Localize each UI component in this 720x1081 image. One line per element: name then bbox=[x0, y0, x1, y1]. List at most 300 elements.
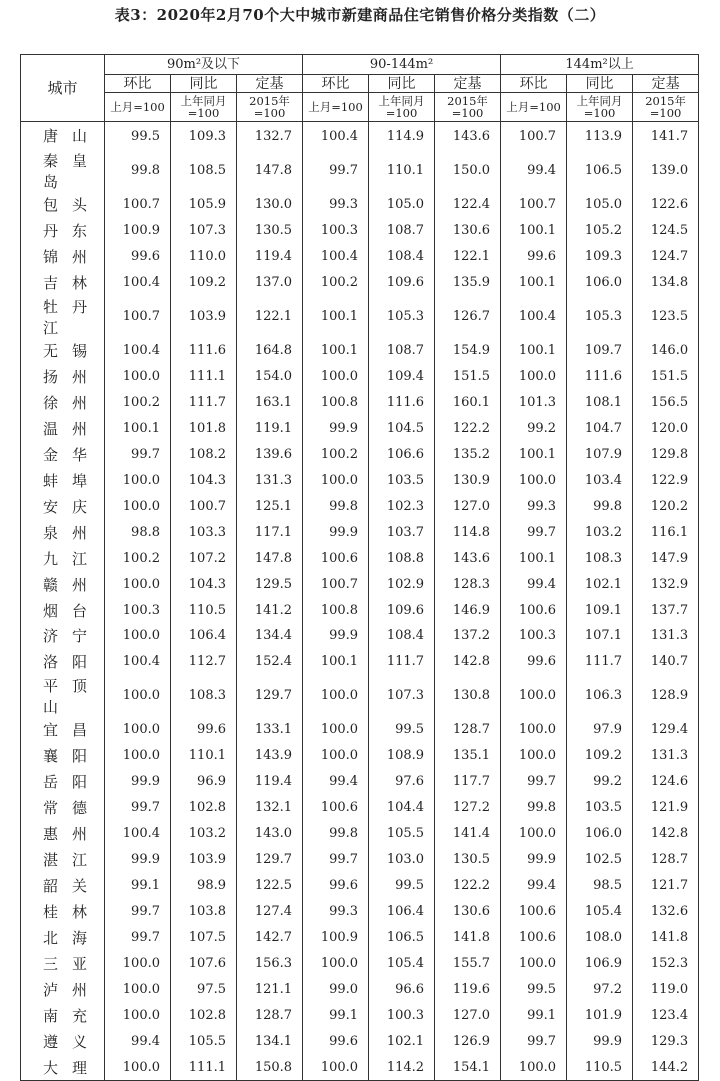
index-value-cell: 99.7 bbox=[501, 1028, 567, 1054]
index-value-cell: 100.6 bbox=[501, 924, 567, 950]
base-header-2015: 2015年=100 bbox=[237, 93, 303, 122]
index-value-cell: 99.8 bbox=[501, 795, 567, 821]
index-value-cell: 129.7 bbox=[237, 847, 303, 873]
index-value-cell: 99.6 bbox=[501, 649, 567, 675]
index-value-cell: 102.3 bbox=[369, 493, 435, 519]
index-value-cell: 130.6 bbox=[435, 898, 501, 924]
index-value-cell: 110.5 bbox=[171, 597, 237, 623]
index-value-cell: 105.2 bbox=[567, 218, 633, 244]
index-value-cell: 100.0 bbox=[501, 364, 567, 390]
sub-header-mom: 环比 bbox=[105, 75, 171, 93]
index-value-cell: 102.1 bbox=[369, 1028, 435, 1054]
index-value-cell: 100.7 bbox=[105, 192, 171, 218]
index-value-cell: 99.4 bbox=[105, 1028, 171, 1054]
index-value-cell: 100.6 bbox=[501, 597, 567, 623]
city-name-cell: 安庆 bbox=[21, 493, 105, 519]
index-value-cell: 132.6 bbox=[633, 898, 699, 924]
city-name-cell: 温州 bbox=[21, 416, 105, 442]
index-value-cell: 99.9 bbox=[303, 416, 369, 442]
table-row bbox=[21, 769, 699, 795]
index-value-cell: 122.1 bbox=[237, 296, 303, 338]
index-value-cell: 100.1 bbox=[501, 338, 567, 364]
index-value-cell: 131.3 bbox=[633, 743, 699, 769]
table-row bbox=[21, 244, 699, 270]
city-name-cell: 洛阳 bbox=[21, 649, 105, 675]
index-value-cell: 108.0 bbox=[567, 924, 633, 950]
index-value-cell: 106.4 bbox=[369, 898, 435, 924]
index-value-cell: 96.6 bbox=[369, 976, 435, 1002]
city-name-cell: 扬州 bbox=[21, 364, 105, 390]
index-value-cell: 146.0 bbox=[633, 338, 699, 364]
index-value-cell: 116.1 bbox=[633, 519, 699, 545]
table-row bbox=[21, 847, 699, 873]
index-value-cell: 119.1 bbox=[237, 416, 303, 442]
table-body bbox=[21, 122, 699, 1081]
index-value-cell: 108.4 bbox=[369, 623, 435, 649]
index-value-cell: 105.9 bbox=[171, 192, 237, 218]
index-value-cell: 129.3 bbox=[633, 1028, 699, 1054]
index-value-cell: 155.7 bbox=[435, 950, 501, 976]
city-name-cell: 赣州 bbox=[21, 571, 105, 597]
index-value-cell: 130.9 bbox=[435, 467, 501, 493]
index-value-cell: 111.7 bbox=[171, 390, 237, 416]
city-name-cell: 宜昌 bbox=[21, 717, 105, 743]
index-value-cell: 105.4 bbox=[567, 898, 633, 924]
index-value-cell: 100.0 bbox=[303, 364, 369, 390]
table-row bbox=[21, 416, 699, 442]
index-value-cell: 121.7 bbox=[633, 873, 699, 899]
index-value-cell: 129.7 bbox=[237, 675, 303, 717]
city-name-cell: 常德 bbox=[21, 795, 105, 821]
index-value-cell: 110.1 bbox=[369, 150, 435, 192]
index-value-cell: 99.9 bbox=[105, 769, 171, 795]
base-header-2015: 2015年=100 bbox=[633, 93, 699, 122]
index-value-cell: 141.8 bbox=[633, 924, 699, 950]
index-value-cell: 100.1 bbox=[501, 441, 567, 467]
index-value-cell: 124.5 bbox=[633, 218, 699, 244]
index-value-cell: 122.2 bbox=[435, 873, 501, 899]
table-row bbox=[21, 1002, 699, 1028]
index-value-cell: 101.9 bbox=[567, 1002, 633, 1028]
index-value-cell: 163.1 bbox=[237, 390, 303, 416]
city-name-cell: 金华 bbox=[21, 441, 105, 467]
index-value-cell: 100.8 bbox=[303, 390, 369, 416]
index-value-cell: 100.0 bbox=[303, 467, 369, 493]
index-value-cell: 156.3 bbox=[237, 950, 303, 976]
table-row bbox=[21, 821, 699, 847]
index-value-cell: 100.0 bbox=[303, 675, 369, 717]
index-value-cell: 100.0 bbox=[105, 1054, 171, 1080]
base-header-last-year: 上年同月=100 bbox=[567, 93, 633, 122]
city-name-cell: 徐州 bbox=[21, 390, 105, 416]
city-name-cell: 大理 bbox=[21, 1054, 105, 1080]
index-value-cell: 130.8 bbox=[435, 675, 501, 717]
index-value-cell: 111.6 bbox=[369, 390, 435, 416]
index-value-cell: 100.2 bbox=[303, 441, 369, 467]
index-value-cell: 100.0 bbox=[501, 675, 567, 717]
city-name-cell: 岳阳 bbox=[21, 769, 105, 795]
index-value-cell: 99.9 bbox=[567, 1028, 633, 1054]
city-name-cell: 锦州 bbox=[21, 244, 105, 270]
index-value-cell: 100.0 bbox=[105, 675, 171, 717]
index-value-cell: 100.0 bbox=[105, 743, 171, 769]
index-value-cell: 107.9 bbox=[567, 441, 633, 467]
table-row bbox=[21, 873, 699, 899]
index-value-cell: 130.5 bbox=[237, 218, 303, 244]
index-value-cell: 129.4 bbox=[633, 717, 699, 743]
index-value-cell: 140.7 bbox=[633, 649, 699, 675]
index-value-cell: 99.5 bbox=[105, 122, 171, 150]
city-name-cell: 南充 bbox=[21, 1002, 105, 1028]
index-value-cell: 99.7 bbox=[303, 150, 369, 192]
index-value-cell: 103.2 bbox=[171, 821, 237, 847]
index-value-cell: 99.6 bbox=[501, 244, 567, 270]
index-value-cell: 123.4 bbox=[633, 1002, 699, 1028]
index-value-cell: 102.9 bbox=[369, 571, 435, 597]
index-value-cell: 111.1 bbox=[171, 364, 237, 390]
city-column-header: 城市 bbox=[21, 55, 105, 122]
index-value-cell: 131.3 bbox=[633, 623, 699, 649]
index-value-cell: 100.7 bbox=[105, 296, 171, 338]
index-value-cell: 141.2 bbox=[237, 597, 303, 623]
index-value-cell: 122.9 bbox=[633, 467, 699, 493]
index-value-cell: 134.8 bbox=[633, 270, 699, 296]
index-value-cell: 107.3 bbox=[369, 675, 435, 717]
index-value-cell: 130.5 bbox=[435, 847, 501, 873]
index-value-cell: 104.4 bbox=[369, 795, 435, 821]
table-row bbox=[21, 493, 699, 519]
index-value-cell: 152.3 bbox=[633, 950, 699, 976]
index-value-cell: 135.1 bbox=[435, 743, 501, 769]
table-row bbox=[21, 218, 699, 244]
city-name-cell: 蚌埠 bbox=[21, 467, 105, 493]
table-row bbox=[21, 338, 699, 364]
city-name-cell: 湛江 bbox=[21, 847, 105, 873]
index-value-cell: 99.2 bbox=[501, 416, 567, 442]
index-value-cell: 105.4 bbox=[369, 950, 435, 976]
index-value-cell: 99.3 bbox=[303, 192, 369, 218]
index-value-cell: 100.1 bbox=[105, 416, 171, 442]
index-value-cell: 143.9 bbox=[237, 743, 303, 769]
index-value-cell: 152.4 bbox=[237, 649, 303, 675]
index-value-cell: 99.3 bbox=[303, 898, 369, 924]
index-value-cell: 110.0 bbox=[171, 244, 237, 270]
table-row bbox=[21, 950, 699, 976]
index-value-cell: 100.0 bbox=[105, 717, 171, 743]
index-value-cell: 103.4 bbox=[567, 467, 633, 493]
table-row bbox=[21, 898, 699, 924]
index-value-cell: 99.7 bbox=[105, 924, 171, 950]
index-value-cell: 128.7 bbox=[435, 717, 501, 743]
index-value-cell: 100.2 bbox=[303, 270, 369, 296]
table-row bbox=[21, 122, 699, 150]
index-value-cell: 100.4 bbox=[105, 338, 171, 364]
index-value-cell: 99.7 bbox=[501, 769, 567, 795]
index-value-cell: 107.1 bbox=[567, 623, 633, 649]
group-header-large: 144m²以上 bbox=[501, 55, 699, 75]
index-value-cell: 101.3 bbox=[501, 390, 567, 416]
index-value-cell: 113.9 bbox=[567, 122, 633, 150]
index-value-cell: 132.1 bbox=[237, 795, 303, 821]
index-value-cell: 103.5 bbox=[567, 795, 633, 821]
index-value-cell: 100.7 bbox=[171, 493, 237, 519]
index-value-cell: 99.1 bbox=[501, 1002, 567, 1028]
index-value-cell: 99.1 bbox=[105, 873, 171, 899]
index-value-cell: 114.2 bbox=[369, 1054, 435, 1080]
base-header-2015: 2015年=100 bbox=[435, 93, 501, 122]
sub-header-yoy: 同比 bbox=[171, 75, 237, 93]
base-header-last-year: 上年同月=100 bbox=[369, 93, 435, 122]
index-value-cell: 100.6 bbox=[501, 898, 567, 924]
index-value-cell: 125.1 bbox=[237, 493, 303, 519]
index-value-cell: 111.6 bbox=[567, 364, 633, 390]
index-value-cell: 107.5 bbox=[171, 924, 237, 950]
index-value-cell: 106.6 bbox=[369, 441, 435, 467]
index-value-cell: 121.9 bbox=[633, 795, 699, 821]
index-value-cell: 109.2 bbox=[567, 743, 633, 769]
table-row bbox=[21, 597, 699, 623]
index-value-cell: 110.5 bbox=[567, 1054, 633, 1080]
city-name-cell: 泉州 bbox=[21, 519, 105, 545]
index-value-cell: 97.5 bbox=[171, 976, 237, 1002]
index-value-cell: 103.3 bbox=[171, 519, 237, 545]
index-value-cell: 110.1 bbox=[171, 743, 237, 769]
index-value-cell: 137.2 bbox=[435, 623, 501, 649]
index-value-cell: 100.3 bbox=[501, 623, 567, 649]
price-index-table bbox=[20, 54, 699, 1081]
index-value-cell: 100.3 bbox=[369, 1002, 435, 1028]
index-value-cell: 106.0 bbox=[567, 821, 633, 847]
index-value-cell: 109.3 bbox=[171, 122, 237, 150]
index-value-cell: 122.4 bbox=[435, 192, 501, 218]
index-value-cell: 108.3 bbox=[567, 545, 633, 571]
index-value-cell: 106.3 bbox=[567, 675, 633, 717]
index-value-cell: 103.5 bbox=[369, 467, 435, 493]
index-value-cell: 100.6 bbox=[303, 795, 369, 821]
index-value-cell: 100.1 bbox=[501, 545, 567, 571]
index-value-cell: 141.8 bbox=[435, 924, 501, 950]
table-row bbox=[21, 296, 699, 338]
index-value-cell: 151.5 bbox=[633, 364, 699, 390]
index-value-cell: 109.6 bbox=[369, 597, 435, 623]
index-value-cell: 99.9 bbox=[303, 623, 369, 649]
group-header-small: 90m²及以下 bbox=[105, 55, 303, 75]
index-value-cell: 120.0 bbox=[633, 416, 699, 442]
index-value-cell: 131.3 bbox=[237, 467, 303, 493]
index-value-cell: 105.0 bbox=[567, 192, 633, 218]
city-name-cell: 遵义 bbox=[21, 1028, 105, 1054]
table-row bbox=[21, 1028, 699, 1054]
table-row bbox=[21, 675, 699, 717]
index-value-cell: 99.5 bbox=[369, 873, 435, 899]
index-value-cell: 107.3 bbox=[171, 218, 237, 244]
index-value-cell: 102.5 bbox=[567, 847, 633, 873]
index-value-cell: 119.0 bbox=[633, 976, 699, 1002]
table-row bbox=[21, 623, 699, 649]
index-value-cell: 100.3 bbox=[303, 218, 369, 244]
index-value-cell: 105.5 bbox=[171, 1028, 237, 1054]
index-value-cell: 98.9 bbox=[171, 873, 237, 899]
index-value-cell: 100.0 bbox=[303, 1054, 369, 1080]
table-row bbox=[21, 743, 699, 769]
index-value-cell: 100.0 bbox=[105, 467, 171, 493]
index-value-cell: 142.7 bbox=[237, 924, 303, 950]
index-value-cell: 109.6 bbox=[369, 270, 435, 296]
index-value-cell: 129.8 bbox=[633, 441, 699, 467]
index-value-cell: 156.5 bbox=[633, 390, 699, 416]
index-value-cell: 123.5 bbox=[633, 296, 699, 338]
index-value-cell: 101.8 bbox=[171, 416, 237, 442]
city-name-cell: 秦皇岛 bbox=[21, 150, 105, 192]
index-value-cell: 154.9 bbox=[435, 338, 501, 364]
index-value-cell: 128.7 bbox=[633, 847, 699, 873]
city-name-cell: 烟台 bbox=[21, 597, 105, 623]
index-value-cell: 99.0 bbox=[303, 976, 369, 1002]
table-row bbox=[21, 717, 699, 743]
table-row bbox=[21, 545, 699, 571]
index-value-cell: 100.9 bbox=[303, 924, 369, 950]
table-row bbox=[21, 270, 699, 296]
index-value-cell: 122.2 bbox=[435, 416, 501, 442]
index-value-cell: 100.0 bbox=[303, 743, 369, 769]
group-header-medium: 90-144m² bbox=[303, 55, 501, 75]
city-name-cell: 包头 bbox=[21, 192, 105, 218]
table-row bbox=[21, 467, 699, 493]
index-value-cell: 104.3 bbox=[171, 467, 237, 493]
city-name-cell: 桂林 bbox=[21, 898, 105, 924]
index-value-cell: 99.7 bbox=[501, 519, 567, 545]
base-header-last-month: 上月=100 bbox=[501, 93, 567, 122]
index-value-cell: 102.8 bbox=[171, 795, 237, 821]
table-row bbox=[21, 1054, 699, 1080]
index-value-cell: 126.9 bbox=[435, 1028, 501, 1054]
index-value-cell: 109.1 bbox=[567, 597, 633, 623]
index-value-cell: 100.2 bbox=[105, 390, 171, 416]
index-value-cell: 121.1 bbox=[237, 976, 303, 1002]
index-value-cell: 127.0 bbox=[435, 1002, 501, 1028]
index-value-cell: 107.2 bbox=[171, 545, 237, 571]
index-value-cell: 109.2 bbox=[171, 270, 237, 296]
base-header-last-month: 上月=100 bbox=[303, 93, 369, 122]
index-value-cell: 109.7 bbox=[567, 338, 633, 364]
index-value-cell: 143.6 bbox=[435, 122, 501, 150]
city-name-cell: 襄阳 bbox=[21, 743, 105, 769]
index-value-cell: 108.4 bbox=[369, 244, 435, 270]
index-value-cell: 104.3 bbox=[171, 571, 237, 597]
index-value-cell: 117.1 bbox=[237, 519, 303, 545]
index-value-cell: 99.5 bbox=[501, 976, 567, 1002]
index-value-cell: 105.5 bbox=[369, 821, 435, 847]
index-value-cell: 124.7 bbox=[633, 244, 699, 270]
city-name-cell: 丹东 bbox=[21, 218, 105, 244]
index-value-cell: 100.0 bbox=[105, 571, 171, 597]
index-value-cell: 135.2 bbox=[435, 441, 501, 467]
index-value-cell: 142.8 bbox=[633, 821, 699, 847]
index-value-cell: 100.0 bbox=[501, 950, 567, 976]
table-row bbox=[21, 192, 699, 218]
index-value-cell: 134.4 bbox=[237, 623, 303, 649]
index-value-cell: 109.4 bbox=[369, 364, 435, 390]
index-value-cell: 139.6 bbox=[237, 441, 303, 467]
index-value-cell: 111.1 bbox=[171, 1054, 237, 1080]
index-value-cell: 127.4 bbox=[237, 898, 303, 924]
sub-header-yoy: 同比 bbox=[369, 75, 435, 93]
index-value-cell: 100.0 bbox=[303, 950, 369, 976]
sub-header-mom: 环比 bbox=[501, 75, 567, 93]
index-value-cell: 128.7 bbox=[237, 1002, 303, 1028]
index-value-cell: 114.9 bbox=[369, 122, 435, 150]
index-value-cell: 139.0 bbox=[633, 150, 699, 192]
index-value-cell: 108.1 bbox=[567, 390, 633, 416]
index-value-cell: 150.8 bbox=[237, 1054, 303, 1080]
index-value-cell: 143.6 bbox=[435, 545, 501, 571]
index-value-cell: 99.6 bbox=[171, 717, 237, 743]
index-value-cell: 100.1 bbox=[303, 296, 369, 338]
index-value-cell: 99.6 bbox=[303, 1028, 369, 1054]
base-header-last-month: 上月=100 bbox=[105, 93, 171, 122]
index-value-cell: 128.9 bbox=[633, 675, 699, 717]
city-name-cell: 惠州 bbox=[21, 821, 105, 847]
index-value-cell: 144.2 bbox=[633, 1054, 699, 1080]
index-value-cell: 99.4 bbox=[501, 873, 567, 899]
index-value-cell: 103.8 bbox=[171, 898, 237, 924]
index-value-cell: 103.0 bbox=[369, 847, 435, 873]
index-value-cell: 100.7 bbox=[303, 571, 369, 597]
index-value-cell: 141.4 bbox=[435, 821, 501, 847]
index-value-cell: 99.4 bbox=[501, 571, 567, 597]
index-value-cell: 104.5 bbox=[369, 416, 435, 442]
index-value-cell: 142.8 bbox=[435, 649, 501, 675]
city-name-cell: 无锡 bbox=[21, 338, 105, 364]
index-value-cell: 99.4 bbox=[303, 769, 369, 795]
index-value-cell: 100.4 bbox=[303, 122, 369, 150]
index-value-cell: 99.5 bbox=[369, 717, 435, 743]
index-value-cell: 106.5 bbox=[369, 924, 435, 950]
index-value-cell: 97.6 bbox=[369, 769, 435, 795]
table-row bbox=[21, 924, 699, 950]
index-value-cell: 100.7 bbox=[501, 122, 567, 150]
index-value-cell: 120.2 bbox=[633, 493, 699, 519]
index-value-cell: 99.1 bbox=[303, 1002, 369, 1028]
index-value-cell: 164.8 bbox=[237, 338, 303, 364]
index-value-cell: 132.7 bbox=[237, 122, 303, 150]
index-value-cell: 154.1 bbox=[435, 1054, 501, 1080]
index-value-cell: 134.1 bbox=[237, 1028, 303, 1054]
index-value-cell: 99.7 bbox=[105, 795, 171, 821]
index-value-cell: 124.6 bbox=[633, 769, 699, 795]
index-value-cell: 99.6 bbox=[105, 244, 171, 270]
index-value-cell: 99.4 bbox=[501, 150, 567, 192]
index-value-cell: 100.1 bbox=[501, 218, 567, 244]
index-value-cell: 96.9 bbox=[171, 769, 237, 795]
index-value-cell: 100.0 bbox=[105, 976, 171, 1002]
index-value-cell: 147.9 bbox=[633, 545, 699, 571]
table-row bbox=[21, 150, 699, 192]
index-value-cell: 100.1 bbox=[303, 338, 369, 364]
index-value-cell: 105.3 bbox=[369, 296, 435, 338]
city-name-cell: 三亚 bbox=[21, 950, 105, 976]
table-row bbox=[21, 519, 699, 545]
index-value-cell: 100.4 bbox=[105, 270, 171, 296]
index-value-cell: 108.8 bbox=[369, 545, 435, 571]
index-value-cell: 99.8 bbox=[567, 493, 633, 519]
index-value-cell: 107.6 bbox=[171, 950, 237, 976]
index-value-cell: 100.0 bbox=[501, 743, 567, 769]
table-row bbox=[21, 390, 699, 416]
table-row bbox=[21, 795, 699, 821]
index-value-cell: 114.8 bbox=[435, 519, 501, 545]
index-value-cell: 100.0 bbox=[105, 950, 171, 976]
